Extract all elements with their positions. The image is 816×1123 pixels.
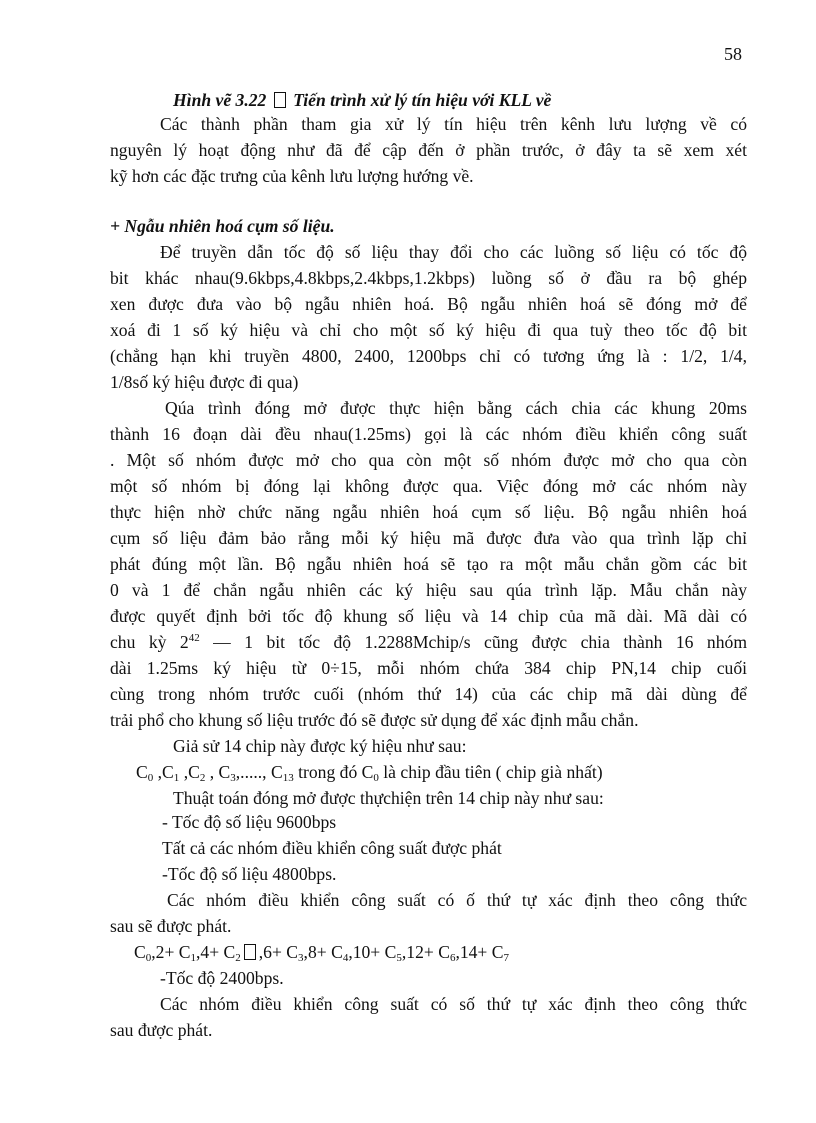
algorithm-line: Thuật toán đóng mở được thựchiện trên 14 chip này như sau: bbox=[173, 788, 604, 808]
chu-ky-line bbox=[110, 630, 747, 654]
caption-text: Tiến trình xử lý tín hiệu với KLL về bbox=[293, 90, 552, 110]
all-groups-line: Tất cả các nhóm điều khiển công suất được phát bbox=[162, 838, 502, 858]
groups-2400-line: Các nhóm điều khiển công suất có số thứ tự xác định theo công thức bbox=[160, 994, 747, 1014]
page-number: 58 bbox=[724, 44, 742, 64]
paragraph-line: Qúa trình đóng mở được thực hiện bằng cách chia các khung 20ms bbox=[165, 398, 747, 418]
paragraph-line: thành 16 đoạn dài đều nhau(1.25ms) gọi là các nhóm điều khiển công suất bbox=[110, 424, 747, 444]
section-heading: + Ngẫu nhiên hoá cụm số liệu. bbox=[110, 216, 335, 236]
paragraph-line: . Một số nhóm được mở cho qua còn một số nhóm được mở cho qua còn bbox=[110, 450, 747, 470]
exponent: 42 bbox=[188, 632, 200, 644]
rate-4800-line: -Tốc độ số liệu 4800bps. bbox=[162, 864, 337, 884]
paragraph-line: dài 1.25ms ký hiệu từ 0÷15, mỗi nhóm chứa 384 chip PN,14 chip cuối bbox=[110, 658, 747, 678]
paragraph-line: 1/8số ký hiệu được đi qua) bbox=[110, 372, 299, 392]
missing-glyph-box-icon bbox=[244, 944, 256, 960]
paragraph-line: Để truyền dẫn tốc độ số liệu thay đổi cho các luồng số liệu có tốc độ bbox=[160, 242, 747, 262]
groups-4800-line: Các nhóm điều khiển công suất có ố thứ tự xác định theo công thức bbox=[167, 890, 747, 910]
groups-2400-line: sau được phát. bbox=[110, 1020, 213, 1040]
figure-caption bbox=[173, 88, 551, 112]
intro-line: Các thành phần tham gia xử lý tín hiệu trên kênh lưu lượng về có bbox=[160, 114, 747, 134]
paragraph-line: trải phổ cho khung số liệu trước đó sẽ được sử dụng để xác định mẫu chắn. bbox=[110, 710, 639, 730]
chip-notation-line: $C_0$ $,C_1$ $,C_2$ , $C_3$,....., $C_{13}$ trong đó $C_0$ là chip đầu tiên ( chip già nhất) bbox=[136, 762, 603, 784]
intro-line: nguyên lý hoạt động như đã để cập đến ở phần trước, ở đây ta sẽ xem xét bbox=[110, 140, 747, 160]
formula-line: $C_0,2+ C_1,4+ C_2$ $,6+ C_3,8+ C_4,10+ C_5,12+ C_6,14+ C_7$ bbox=[134, 942, 509, 964]
chu-ky-pre: chu kỳ 2 bbox=[110, 632, 189, 652]
paragraph-line: cụm số liệu đảm bảo rằng mỗi ký hiệu mã được đưa vào qua trình lặp chỉ bbox=[110, 528, 747, 548]
paragraph-line: thực hiện nhờ chức năng ngẫu nhiên hoá cụm số liệu. Bộ ngẫu nhiên hoá bbox=[110, 502, 747, 522]
paragraph-line: được quyết định bởi tốc độ khung số liệu và 14 chip của mã dài. Mã dài có bbox=[110, 606, 747, 626]
paragraph-line: xoá đi 1 số ký hiệu và chỉ cho một số ký hiệu đi qua tuỳ theo tốc độ bit bbox=[110, 320, 747, 340]
chu-ky-post: — 1 bit tốc độ 1.2288Mchip/s cũng được chia thành 16 nhóm bbox=[199, 632, 748, 652]
paragraph-line: xen được đưa vào bộ ngẫu nhiên hoá. Bộ ngẫu nhiên hoá sẽ đóng mở để bbox=[110, 294, 747, 314]
paragraph-line: (chẳng hạn khi truyền 4800, 2400, 1200bps chỉ có tương ứng là : 1/2, 1/4, bbox=[110, 346, 747, 366]
caption-label: Hình vẽ 3.22 bbox=[173, 90, 267, 110]
intro-line: kỹ hơn các đặc trưng của kênh lưu lượng hướng về. bbox=[110, 166, 474, 186]
paragraph-line: phát đúng một lần. Bộ ngẫu nhiên hoá sẽ tạo ra một mẫu chắn gồm các bit bbox=[110, 554, 747, 574]
rate-9600-line: - Tốc độ số liệu 9600bps bbox=[162, 812, 337, 832]
paragraph-line: một số nhóm bị đóng lại không được qua. Việc đóng mở các nhóm này bbox=[110, 476, 747, 496]
groups-4800-line: sau sẽ được phát. bbox=[110, 916, 232, 936]
paragraph-line: bit khác nhau(9.6kbps,4.8kbps,2.4kbps,1.2kbps) luồng số ở đầu ra bộ ghép bbox=[110, 268, 747, 288]
paragraph-line: 0 và 1 để chắn ngẫu nhiên các ký hiệu sau qúa trình lặp. Mẫu chắn này bbox=[110, 580, 747, 600]
missing-glyph-box-icon bbox=[274, 92, 286, 108]
rate-2400-line: -Tốc độ 2400bps. bbox=[160, 968, 284, 988]
paragraph-line: cùng trong nhóm trước cuối (nhóm thứ 14) của các chip mã dài dùng để bbox=[110, 684, 747, 704]
assume-line: Giả sử 14 chip này được ký hiệu như sau: bbox=[173, 736, 467, 756]
